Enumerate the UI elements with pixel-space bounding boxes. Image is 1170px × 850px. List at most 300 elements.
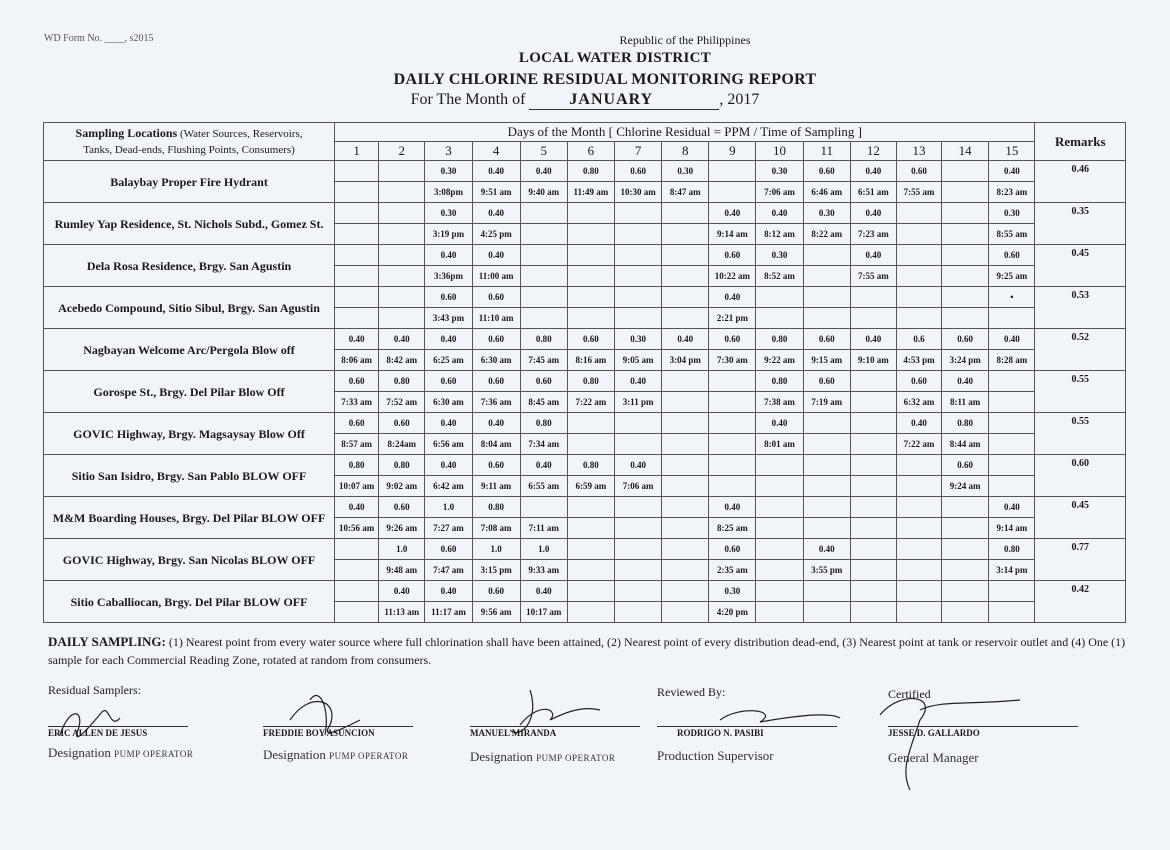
time-cell <box>896 518 941 539</box>
ppm-cell <box>662 497 709 518</box>
ppm-cell <box>709 413 756 434</box>
ppm-cell: 0.60 <box>709 329 756 350</box>
ppm-cell <box>989 455 1035 476</box>
ppm-cell: 0.60 <box>989 245 1035 266</box>
remarks-cell: 0.55 <box>1035 413 1126 455</box>
ppm-cell: 0.30 <box>425 161 472 182</box>
time-cell: 3:36pm <box>425 266 472 287</box>
time-cell: 9:22 am <box>756 350 803 371</box>
time-cell <box>803 518 850 539</box>
time-cell <box>803 308 850 329</box>
ppm-cell: 0.60 <box>425 539 472 560</box>
time-cell: 8:45 am <box>520 392 567 413</box>
note-label: DAILY SAMPLING: <box>48 634 166 649</box>
ppm-cell <box>756 287 803 308</box>
ppm-cell: 0.40 <box>989 497 1035 518</box>
location-name: Nagbayan Welcome Arc/Pergola Blow off <box>44 329 335 371</box>
time-cell <box>379 224 425 245</box>
ppm-cell: 0.40 <box>709 203 756 224</box>
ppm-cell: 0.40 <box>615 371 662 392</box>
ppm-cell <box>896 581 941 602</box>
ppm-cell: 1.0 <box>472 539 520 560</box>
ppm-cell: 0.40 <box>425 581 472 602</box>
time-cell <box>850 518 896 539</box>
remarks-cell: 0.45 <box>1035 497 1126 539</box>
residual-samplers-label: Residual Samplers: <box>48 683 141 697</box>
ppm-cell <box>942 539 989 560</box>
time-cell <box>803 266 850 287</box>
ppm-cell: 0.40 <box>850 329 896 350</box>
day-header-3: 3 <box>425 142 472 161</box>
ppm-cell: 0.40 <box>379 329 425 350</box>
ppm-cell: 0.60 <box>803 161 850 182</box>
ppm-cell: 1.0 <box>520 539 567 560</box>
ppm-cell: 0.60 <box>472 581 520 602</box>
ppm-cell <box>520 203 567 224</box>
remarks-cell: 0.55 <box>1035 371 1126 413</box>
ppm-cell <box>379 245 425 266</box>
sampler-1: ERIC ALLEN DE JESUS <box>48 726 188 738</box>
time-cell: 9:26 am <box>379 518 425 539</box>
time-cell: 7:27 am <box>425 518 472 539</box>
ppm-cell <box>520 287 567 308</box>
remarks-cell: 0.45 <box>1035 245 1126 287</box>
remarks-cell: 0.60 <box>1035 455 1126 497</box>
time-cell <box>850 476 896 497</box>
table-row <box>44 203 1126 224</box>
ppm-cell <box>379 203 425 224</box>
time-cell: 9:51 am <box>472 182 520 203</box>
time-cell <box>850 392 896 413</box>
time-cell: 9:14 am <box>709 224 756 245</box>
time-cell: 8:04 am <box>472 434 520 455</box>
republic-line: Republic of the Philippines <box>619 33 751 47</box>
time-cell <box>662 434 709 455</box>
time-cell: 8:12 am <box>756 224 803 245</box>
ppm-cell: 0.40 <box>425 245 472 266</box>
ppm-cell: 0.40 <box>662 329 709 350</box>
ppm-cell <box>850 455 896 476</box>
ppm-cell: 0.40 <box>520 581 567 602</box>
ppm-cell: 0.80 <box>335 455 379 476</box>
time-cell <box>756 518 803 539</box>
time-cell: 10:30 am <box>615 182 662 203</box>
ppm-cell: 0.80 <box>756 371 803 392</box>
ppm-cell <box>662 245 709 266</box>
ppm-cell <box>803 287 850 308</box>
reviewed-by-label: Reviewed By: <box>657 685 726 699</box>
time-cell: 8:47 am <box>662 182 709 203</box>
month-prefix: For The Month of <box>410 91 526 108</box>
time-cell <box>896 224 941 245</box>
ppm-cell: 0.40 <box>709 287 756 308</box>
time-cell: 9:11 am <box>472 476 520 497</box>
ppm-cell <box>803 413 850 434</box>
time-cell: 9:02 am <box>379 476 425 497</box>
ppm-cell: 0.80 <box>756 329 803 350</box>
time-cell <box>942 602 989 623</box>
reviewer-designation: Production Supervisor <box>657 748 774 763</box>
location-name: Dela Rosa Residence, Brgy. San Agustin <box>44 245 335 287</box>
time-cell <box>520 266 567 287</box>
ppm-cell: 0.60 <box>472 287 520 308</box>
ppm-cell <box>335 245 379 266</box>
ppm-cell <box>803 455 850 476</box>
time-cell <box>662 266 709 287</box>
table-row <box>44 287 1126 308</box>
ppm-cell <box>567 203 614 224</box>
ppm-cell <box>615 539 662 560</box>
location-name: Acebedo Compound, Sitio Sibul, Brgy. San Agustin <box>44 287 335 329</box>
certified-label: Certified <box>888 687 931 701</box>
ppm-cell <box>989 413 1035 434</box>
time-cell <box>335 308 379 329</box>
ppm-cell: 0.60 <box>896 371 941 392</box>
remarks-cell: 0.53 <box>1035 287 1126 329</box>
ppm-cell <box>756 539 803 560</box>
time-cell <box>942 224 989 245</box>
ppm-cell: 0.6 <box>896 329 941 350</box>
time-cell <box>942 308 989 329</box>
time-cell: 10:07 am <box>335 476 379 497</box>
time-cell: 8:28 am <box>989 350 1035 371</box>
table-row <box>44 539 1126 560</box>
ppm-cell: 0.60 <box>472 371 520 392</box>
sampler-3-designation: Designation PUMP OPERATOR <box>470 749 616 764</box>
time-cell <box>662 392 709 413</box>
ppm-cell <box>896 497 941 518</box>
time-cell: 6:55 am <box>520 476 567 497</box>
ppm-cell: 0.40 <box>850 203 896 224</box>
ppm-cell <box>379 287 425 308</box>
ppm-cell <box>850 581 896 602</box>
ppm-cell: 0.30 <box>709 581 756 602</box>
time-cell: 3:08pm <box>425 182 472 203</box>
ppm-cell: 0.80 <box>989 539 1035 560</box>
time-cell <box>942 182 989 203</box>
time-cell <box>520 224 567 245</box>
time-cell <box>896 266 941 287</box>
ppm-cell: 0.40 <box>989 161 1035 182</box>
time-cell: 9:10 am <box>850 350 896 371</box>
ppm-cell <box>379 161 425 182</box>
ppm-cell: 0.40 <box>472 413 520 434</box>
location-name: M&M Boarding Houses, Brgy. Del Pilar BLOW OFF <box>44 497 335 539</box>
time-cell: 11:17 am <box>425 602 472 623</box>
table-row <box>44 413 1126 434</box>
time-cell <box>567 266 614 287</box>
time-cell <box>335 224 379 245</box>
ppm-cell: 0.40 <box>989 329 1035 350</box>
day-header-14: 14 <box>942 142 989 161</box>
ppm-cell <box>335 581 379 602</box>
time-cell: 4:20 pm <box>709 602 756 623</box>
ppm-cell <box>803 581 850 602</box>
time-cell <box>567 518 614 539</box>
form-number: WD Form No. ____, s2015 <box>44 33 154 44</box>
ppm-cell: 0.40 <box>803 539 850 560</box>
ppm-cell: 0.80 <box>520 329 567 350</box>
time-cell: 8:52 am <box>756 266 803 287</box>
ppm-cell: 0.60 <box>335 413 379 434</box>
time-cell: 9:40 am <box>520 182 567 203</box>
ppm-cell: 0.40 <box>472 203 520 224</box>
time-cell <box>942 518 989 539</box>
time-cell: 9:05 am <box>615 350 662 371</box>
ppm-cell <box>567 497 614 518</box>
ppm-cell <box>989 371 1035 392</box>
time-cell: 7:47 am <box>425 560 472 581</box>
time-cell: 6:30 am <box>425 392 472 413</box>
time-cell: 7:22 am <box>567 392 614 413</box>
ppm-cell: 0.30 <box>425 203 472 224</box>
time-cell: 8:06 am <box>335 350 379 371</box>
ppm-cell <box>567 581 614 602</box>
day-header-8: 8 <box>662 142 709 161</box>
time-cell <box>989 476 1035 497</box>
remarks-cell: 0.52 <box>1035 329 1126 371</box>
ppm-cell <box>850 413 896 434</box>
time-cell: 8:16 am <box>567 350 614 371</box>
time-cell <box>756 560 803 581</box>
ppm-cell <box>709 161 756 182</box>
time-cell: 2:35 am <box>709 560 756 581</box>
time-cell: 7:22 am <box>896 434 941 455</box>
time-cell: 6:32 am <box>896 392 941 413</box>
ppm-cell <box>662 455 709 476</box>
time-cell: 8:01 am <box>756 434 803 455</box>
time-cell <box>520 308 567 329</box>
time-cell: 9:33 am <box>520 560 567 581</box>
time-cell: 7:55 am <box>896 182 941 203</box>
ppm-cell <box>942 287 989 308</box>
ppm-cell <box>335 287 379 308</box>
time-cell: 8:44 am <box>942 434 989 455</box>
time-cell: 11:00 am <box>472 266 520 287</box>
ppm-cell: 0.60 <box>335 371 379 392</box>
ppm-cell: 0.60 <box>709 245 756 266</box>
time-cell <box>896 602 941 623</box>
ppm-cell: 0.80 <box>567 371 614 392</box>
time-cell <box>379 266 425 287</box>
ppm-cell: 0.60 <box>803 329 850 350</box>
time-cell <box>709 476 756 497</box>
day-header-15: 15 <box>989 142 1035 161</box>
time-cell <box>615 518 662 539</box>
time-cell: 7:55 am <box>850 266 896 287</box>
reviewer: RODRIGO N. PASIBI <box>657 726 837 738</box>
ppm-cell: 0.40 <box>850 245 896 266</box>
ppm-cell: 0.40 <box>942 371 989 392</box>
ppm-cell: 0.60 <box>803 371 850 392</box>
remarks-cell: 0.77 <box>1035 539 1126 581</box>
time-cell: 8:57 am <box>335 434 379 455</box>
time-cell: 7:19 am <box>803 392 850 413</box>
report-title: DAILY CHLORINE RESIDUAL MONITORING REPORT <box>393 71 817 88</box>
ppm-cell: 0.80 <box>472 497 520 518</box>
ppm-cell: 0.30 <box>756 161 803 182</box>
table-row <box>44 581 1126 602</box>
time-cell: 9:56 am <box>472 602 520 623</box>
day-header-12: 12 <box>850 142 896 161</box>
remarks-cell: 0.42 <box>1035 581 1126 623</box>
sampler-1-designation: Designation PUMP OPERATOR <box>48 745 194 760</box>
time-cell <box>615 602 662 623</box>
time-cell: 7:08 am <box>472 518 520 539</box>
ppm-cell: 0.60 <box>379 497 425 518</box>
days-header: Days of the Month [ Chlorine Residual = PPM / Time of Sampling ] <box>335 123 1035 142</box>
time-cell: 6:56 am <box>425 434 472 455</box>
ppm-cell <box>850 287 896 308</box>
time-cell: 10:17 am <box>520 602 567 623</box>
ppm-cell: 0.30 <box>803 203 850 224</box>
ppm-cell <box>567 245 614 266</box>
ppm-cell: 0.40 <box>756 413 803 434</box>
ppm-cell <box>942 497 989 518</box>
table-row <box>44 455 1126 476</box>
time-cell: 6:42 am <box>425 476 472 497</box>
time-cell <box>803 434 850 455</box>
ppm-cell <box>615 581 662 602</box>
sampler-3: MANUEL MIRANDA <box>470 726 640 738</box>
ppm-cell <box>896 539 941 560</box>
sampler-2: FREDDIE BOY ASUNCION <box>263 726 413 738</box>
locations-header: Sampling Locations (Water Sources, Reservoirs, Tanks, Dead-ends, Flushing Points, Consumers) <box>44 123 335 161</box>
daily-sampling-note <box>48 633 1128 669</box>
ppm-cell <box>850 371 896 392</box>
ppm-cell: 0.60 <box>472 455 520 476</box>
time-cell <box>567 224 614 245</box>
time-cell <box>615 434 662 455</box>
time-cell <box>709 392 756 413</box>
ppm-cell <box>567 539 614 560</box>
table-row <box>44 329 1126 350</box>
day-header-5: 5 <box>520 142 567 161</box>
ppm-cell: 0.60 <box>942 329 989 350</box>
time-cell <box>379 182 425 203</box>
time-cell: 8:11 am <box>942 392 989 413</box>
time-cell <box>379 308 425 329</box>
day-header-9: 9 <box>709 142 756 161</box>
month-line <box>0 91 1170 110</box>
ppm-cell: 0.30 <box>989 203 1035 224</box>
time-cell <box>567 308 614 329</box>
ppm-cell: 0.60 <box>615 161 662 182</box>
day-header-11: 11 <box>803 142 850 161</box>
day-header-1: 1 <box>335 142 379 161</box>
time-cell: 7:23 am <box>850 224 896 245</box>
ppm-cell: 0.60 <box>567 329 614 350</box>
remarks-cell: 0.46 <box>1035 161 1126 203</box>
ppm-cell: 0.80 <box>942 413 989 434</box>
ppm-cell <box>615 497 662 518</box>
ppm-cell: 0.40 <box>472 161 520 182</box>
ppm-cell <box>615 245 662 266</box>
ppm-cell <box>942 161 989 182</box>
time-cell: 3:04 pm <box>662 350 709 371</box>
time-cell <box>662 560 709 581</box>
time-cell <box>896 308 941 329</box>
ppm-cell <box>662 287 709 308</box>
time-cell: 3:19 pm <box>425 224 472 245</box>
ppm-cell: 0.40 <box>472 245 520 266</box>
time-cell <box>335 560 379 581</box>
time-cell: 8:55 am <box>989 224 1035 245</box>
time-cell: 3:43 pm <box>425 308 472 329</box>
table-row <box>44 161 1126 182</box>
ppm-cell: 0.30 <box>756 245 803 266</box>
day-header-4: 4 <box>472 142 520 161</box>
ppm-cell: 1.0 <box>379 539 425 560</box>
time-cell <box>662 308 709 329</box>
time-cell: 8:24am <box>379 434 425 455</box>
location-name: GOVIC Highway, Brgy. Magsaysay Blow Off <box>44 413 335 455</box>
ppm-cell <box>662 539 709 560</box>
ppm-cell <box>803 245 850 266</box>
ppm-cell: 0.80 <box>379 455 425 476</box>
ppm-cell: 0.60 <box>896 161 941 182</box>
ppm-cell: 0.30 <box>615 329 662 350</box>
ppm-cell: 0.40 <box>615 455 662 476</box>
time-cell: 8:23 am <box>989 182 1035 203</box>
time-cell: 11:13 am <box>379 602 425 623</box>
ppm-cell <box>896 245 941 266</box>
time-cell: 9:25 am <box>989 266 1035 287</box>
time-cell <box>850 602 896 623</box>
time-cell: 6:46 am <box>803 182 850 203</box>
ppm-cell: 0.40 <box>896 413 941 434</box>
ppm-cell <box>942 245 989 266</box>
time-cell: 7:06 am <box>756 182 803 203</box>
year-value: , 2017 <box>719 91 760 108</box>
time-cell <box>896 560 941 581</box>
monitoring-table <box>43 122 1126 623</box>
time-cell: 7:33 am <box>335 392 379 413</box>
time-cell: 10:56 am <box>335 518 379 539</box>
time-cell: 7:06 am <box>615 476 662 497</box>
time-cell <box>662 602 709 623</box>
ppm-cell: 0.80 <box>379 371 425 392</box>
location-name: Rumley Yap Residence, St. Nichols Subd., Gomez St. <box>44 203 335 245</box>
remarks-cell: 0.35 <box>1035 203 1126 245</box>
remarks-header: Remarks <box>1035 123 1126 161</box>
time-cell <box>615 560 662 581</box>
time-cell <box>662 476 709 497</box>
time-cell: 9:14 am <box>989 518 1035 539</box>
ppm-cell <box>896 203 941 224</box>
time-cell: 7:34 am <box>520 434 567 455</box>
ppm-cell <box>709 371 756 392</box>
time-cell: 7:30 am <box>709 350 756 371</box>
time-cell <box>335 266 379 287</box>
day-header-6: 6 <box>567 142 614 161</box>
ppm-cell: 0.40 <box>520 455 567 476</box>
ppm-cell: • <box>989 287 1035 308</box>
ppm-cell <box>335 539 379 560</box>
ppm-cell <box>662 203 709 224</box>
time-cell: 11:49 am <box>567 182 614 203</box>
time-cell: 9:24 am <box>942 476 989 497</box>
certifier-designation: General Manager <box>888 750 979 765</box>
time-cell <box>989 308 1035 329</box>
time-cell <box>567 434 614 455</box>
ppm-cell: 0.40 <box>335 497 379 518</box>
ppm-cell <box>662 371 709 392</box>
ppm-cell: 0.80 <box>520 413 567 434</box>
ppm-cell <box>756 455 803 476</box>
ppm-cell: 0.40 <box>850 161 896 182</box>
time-cell <box>756 308 803 329</box>
